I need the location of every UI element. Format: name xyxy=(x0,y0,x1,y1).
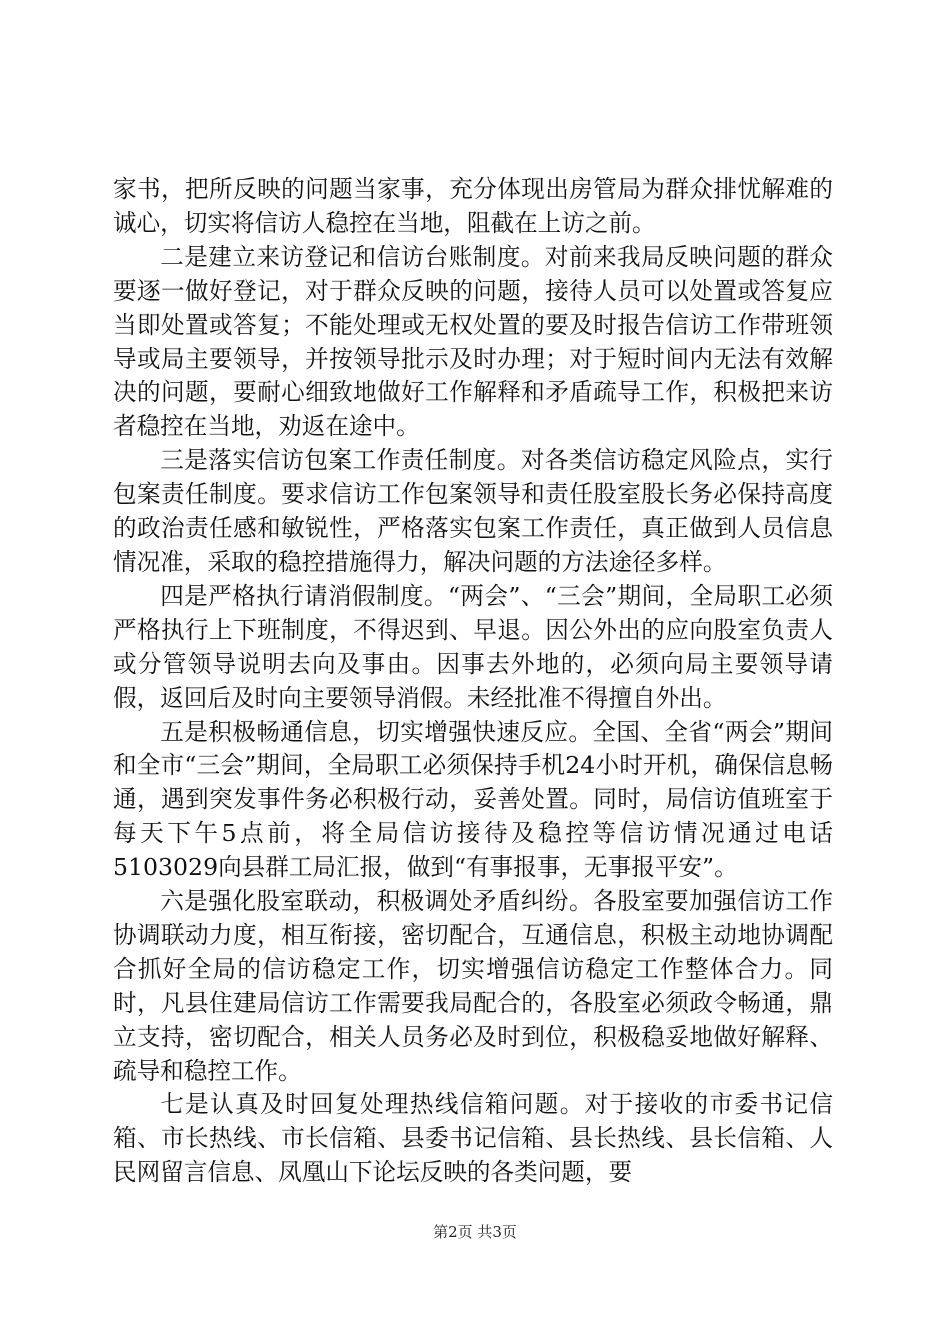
paragraph-visitor-registration: 二是建立来访登记和信访台账制度。对前来我局反映问题的群众要逐一做好登记，对于群众反映的问题，接待人员可以处置或答复应当即处置或答复；不能处理或无权处置的要及时报告信访工作带班领导或局主要领导，并按领导批示及时办理；对于短时间内无法有效解决的问题，要耐心细致地做好工作解释和矛盾疏导工作，积极把来访者稳控在当地，劝返在途中。 xyxy=(113,242,833,441)
document-body xyxy=(113,173,833,1190)
paragraph-office-coordination: 六是强化股室联动，积极调处矛盾纠纷。各股室要加强信访工作协调联动力度，相互衔接，密切配合，互通信息，积极主动地协调配合抓好全局的信访稳定工作，切实增强信访稳定工作整体合力。同时，凡县住建局信访工作需要我局配合的，各股室必须政令畅通，鼎立支持，密切配合，相关人员务必及时到位，积极稳妥地做好解释、疏导和稳控工作。 xyxy=(113,887,833,1085)
page-number-footer: 第2页 共3页 xyxy=(433,1223,517,1241)
paragraph-continuation: 家书，把所反映的问题当家事，充分体现出房管局为群众排忧解难的诚心，切实将信访人稳控在当地，阻截在上访之前。 xyxy=(113,175,833,237)
paragraph-case-responsibility: 三是落实信访包案工作责任制度。对各类信访稳定风险点，实行包案责任制度。要求信访工作包案领导和责任股室股长务必保持高度的政治责任感和敏锐性，严格落实包案工作责任，真正做到人员信息情况准，采取的稳控措施得力，解决问题的方法途径多样。 xyxy=(113,446,833,576)
paragraph-leave-system: 四是严格执行请消假制度。“两会”、“三会”期间，全局职工必须严格执行上下班制度，不得迟到、早退。因公外出的应向股室负责人或分管领导说明去向及事由。因事去外地的，必须向局主要领导请假，返回后及时向主要领导消假。未经批准不得擅自外出。 xyxy=(113,581,833,712)
paragraph-information-flow: 五是积极畅通信息，切实增强快速反应。全国、全省“两会”期间和全市“三会”期间，全局职工必须保持手机24小时开机，确保信息畅通，遇到突发事件务必积极行动，妥善处置。同时，局信访值班室于每天下午5点前，将全局信访接待及稳控等信访情况通过电话5103029向县群工局汇报，做到“有事报事，无事报平安”。 xyxy=(113,717,833,882)
paragraph-hotline-mailbox: 七是认真及时回复处理热线信箱问题。对于接收的市委书记信箱、市长热线、市长信箱、县委书记信箱、县长热线、县长信箱、人民网留言信息、凤凰山下论坛反映的各类问题，要 xyxy=(113,1090,833,1187)
